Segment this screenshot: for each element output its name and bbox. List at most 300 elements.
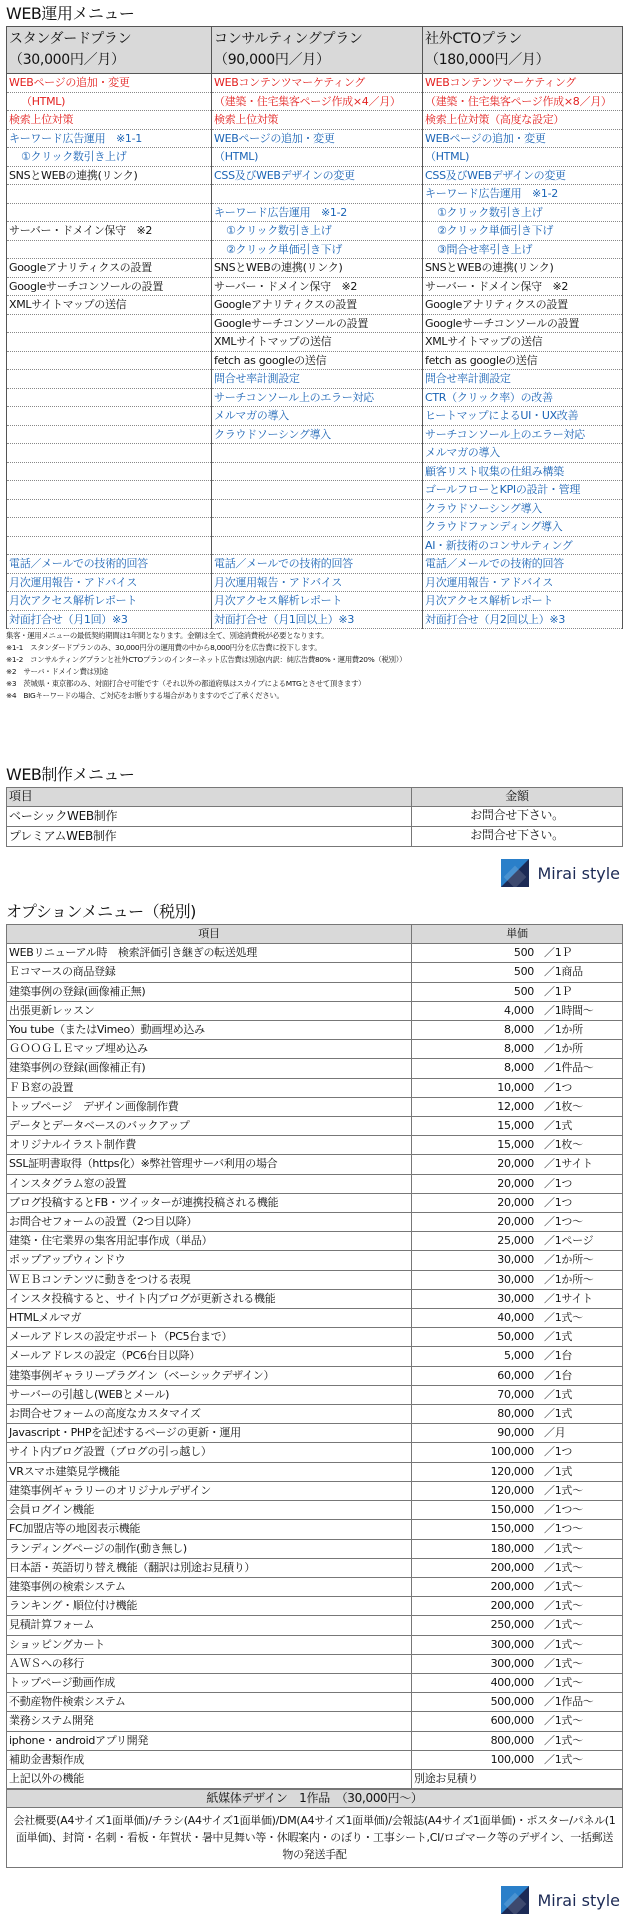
table-row [7,351,623,370]
option-price-value: 500 [513,984,534,998]
option-item: ランディングページの制作(動き無し) [7,1539,412,1558]
plan-cell [7,185,212,204]
plan-cell: 月次アクセス解析レポート [212,592,423,611]
option-item: Javascript・PHPを記述するページの更新・運用 [7,1424,412,1443]
option-price [412,1769,623,1788]
option-item: インスタ投稿すると、サイト内ブログが更新される機能 [7,1289,412,1308]
table-row [7,610,623,629]
logo-bottom [406,1884,620,1916]
plan-cell: Googleサーチコンソールの設置 [7,277,212,296]
table-row [7,1117,623,1136]
plan-cell: クラウドソーシング導入 [423,499,623,518]
plan-cell: 顧客リスト収集の仕組み構築 [423,462,623,481]
plan-cell: （HTML) [212,148,423,167]
plan-cell: サーチコンソール上のエラー対応 [423,425,623,444]
plan-cell [212,444,423,463]
plan-cell [7,203,212,222]
plan-cell: 問合せ率計測設定 [212,370,423,389]
option-price [412,1520,623,1539]
note-line: ※1-1 スタンダードプランのみ、30,000円分の運用費の中から8,000円分を広告費に投下します。 [6,643,322,652]
plan-cell: CSS及びWEBデザインの変更 [423,166,623,185]
option-price-unit: ／1式 [544,1464,573,1478]
plan-cell: 対面打合せ（月1回以上）※3 [212,610,423,629]
plan-cell [212,185,423,204]
option-item: You tube（またはVimeo）動画埋め込み [7,1021,412,1040]
paper-desc-row [7,1808,623,1868]
option-price [412,1059,623,1078]
plan-cell: SNSとWEBの連携(リンク) [423,259,623,278]
table-row [7,1731,623,1750]
plan-cell: XMLサイトマップの送信 [423,333,623,352]
plan-cell: （HTML) [7,92,212,111]
table-row [7,1021,623,1040]
table-row [7,1270,623,1289]
option-price [412,1001,623,1020]
option-price-unit: ／1時間〜 [544,1003,594,1017]
option-price-unit: ／1式〜 [544,1483,583,1497]
option-price-value: 90,000 [497,1426,534,1440]
table-row [7,148,623,167]
table-row [7,1059,623,1078]
note-line: ※2 サーバ・ドメイン費は別途 [6,667,108,676]
option-price [412,1462,623,1481]
table-row [7,370,623,389]
table-row [7,1693,623,1712]
web-prod-header-price: 金額 [412,788,623,807]
plan-cell: ①クリック数引き上げ [7,148,212,167]
plan-cell [212,499,423,518]
table-row [7,963,623,982]
option-item: ＦＢ窓の設置 [7,1078,412,1097]
option-item: iphone・androidアプリ開発 [7,1731,412,1750]
option-item: 建築事例の登録(画像補正有) [7,1059,412,1078]
option-item: メールアドレスの設定サポート（PC5台まで） [7,1328,412,1347]
option-price-value: 200,000 [490,1560,534,1574]
table-row [7,1001,623,1020]
plan-consulting-header [212,27,423,74]
option-price-value: 40,000 [497,1311,534,1325]
table-row [7,1213,623,1232]
option-price [412,1328,623,1347]
table-row [7,1616,623,1635]
table-row [7,388,623,407]
option-item: Ｅコマースの商品登録 [7,963,412,982]
plans-body [7,74,623,629]
option-price-unit: ／1つ〜 [544,1522,583,1536]
option-price-value: 30,000 [497,1291,534,1305]
table-row [7,1750,623,1769]
option-price-unit: ／1か所〜 [544,1272,594,1286]
option-price [412,1539,623,1558]
plan-cell [7,536,212,555]
plan-cell: メルマガの導入 [423,444,623,463]
option-price-unit: ／1つ [544,1445,573,1459]
option-price [412,1232,623,1251]
plan-cell: WEBコンテンツマーケティング [423,74,623,93]
options-title: オプションメニュー（税別) [6,902,196,921]
web-prod-item: プレミアムWEB制作 [7,826,412,846]
table-row [7,1712,623,1731]
plan-price: （90,000円／月） [214,52,330,68]
table-row [7,536,623,555]
table-row [7,1635,623,1654]
option-price [412,1270,623,1289]
option-price [412,1385,623,1404]
plan-cell: キーワード広告運用 ※1-2 [423,185,623,204]
table-row [7,333,623,352]
table-row [7,1769,623,1788]
table-row [7,166,623,185]
option-price-value: 8,000 [504,1042,534,1056]
plan-cell: 月次アクセス解析レポート [423,592,623,611]
option-price-value: 8,000 [504,1061,534,1075]
option-item: データとデータベースのバックアップ [7,1117,412,1136]
table-row [7,555,623,574]
table-row [7,1366,623,1385]
option-item: お問合せフォームの高度なカスタマイズ [7,1405,412,1424]
options-header-row [7,925,623,944]
option-price [412,1424,623,1443]
plan-cell [7,314,212,333]
note-line: ※1-2 コンサルティングプランと社外CTOプランのインターネット広告費は別途(内訳：純広告費80%・運用費20%（税別）） [6,655,407,664]
table-row [7,1443,623,1462]
option-price [412,1174,623,1193]
option-price-unit: ／1式〜 [544,1656,583,1670]
plans-table [6,26,623,629]
plan-cell [7,388,212,407]
plan-cell [7,444,212,463]
table-row [7,92,623,111]
option-item: VRスマホ建築見学機能 [7,1462,412,1481]
table-row [7,1501,623,1520]
option-price [412,1597,623,1616]
plan-cell: XMLサイトマップの送信 [212,333,423,352]
option-item: 建築事例ギャラリープラグイン（ベーシックデザイン） [7,1366,412,1385]
plan-cell: クラウドファンディング導入 [423,518,623,537]
table-row [7,1539,623,1558]
table-row [7,296,623,315]
option-item: サイト内ブログ設置（ブログの引っ越し） [7,1443,412,1462]
option-price-unit: ／1か所〜 [544,1253,594,1267]
option-item: 建築・住宅業界の集客用記事作成（単品） [7,1232,412,1251]
option-item: サーバーの引越し(WEBとメール) [7,1385,412,1404]
table-row [7,129,623,148]
web-prod-price: お問合せ下さい。 [412,806,623,826]
option-item: お問合せフォームの設置（2つ目以降） [7,1213,412,1232]
option-price [412,1155,623,1174]
plan-cell: fetch as googleの送信 [423,351,623,370]
options-table [6,924,623,1789]
table-row [7,1558,623,1577]
option-price-unit: ／1作品〜 [544,1695,594,1709]
option-item: ランキング・順位付け機能 [7,1597,412,1616]
table-row [7,1597,623,1616]
option-price-unit: ／1式〜 [544,1752,583,1766]
table-row [7,592,623,611]
plan-cell: ゴールフローとKPIの設計・管理 [423,481,623,500]
option-item: 補助金書類作成 [7,1750,412,1769]
plan-cell [7,351,212,370]
plan-cell [7,425,212,444]
plan-cell: CTR（クリック率）の改善 [423,388,623,407]
table-row [7,499,623,518]
table-row [7,74,623,93]
option-price-value: 150,000 [490,1503,534,1517]
option-item: メールアドレスの設定（PC6台目以降） [7,1347,412,1366]
note-line: 集客・運用メニューの最低契約期間は1年間となります。金額は全て、別途消費税が必要となります。 [6,631,329,640]
option-price-unit: ／1件品〜 [544,1061,594,1075]
option-price-value: 400,000 [490,1675,534,1689]
plan-cell: SNSとWEBの連携(リンク) [212,259,423,278]
table-row [7,1174,623,1193]
plan-cell [212,536,423,555]
option-price-unit: ／1式〜 [544,1618,583,1632]
plan-cell [7,481,212,500]
logo [406,857,620,889]
option-price-value: 180,000 [490,1541,534,1555]
option-price [412,1558,623,1577]
option-price-unit: ／1つ [544,1176,573,1190]
option-price-unit: ／1式〜 [544,1637,583,1651]
option-price [412,1078,623,1097]
plan-cell: WEBページの追加・変更 [423,129,623,148]
plan-cell [7,499,212,518]
option-item: トップページ動画作成 [7,1673,412,1692]
plan-cell: Googleサーチコンソールの設置 [212,314,423,333]
plan-cell: ヒートマップによるUI・UX改善 [423,407,623,426]
option-price [412,1481,623,1500]
option-price [412,1616,623,1635]
plan-cell: クラウドソーシング導入 [212,425,423,444]
table-row [7,1309,623,1328]
table-row [7,1385,623,1404]
option-price-value: 250,000 [490,1618,534,1632]
table-row [7,1040,623,1059]
option-price [412,1731,623,1750]
plan-cell: XMLサイトマップの送信 [7,296,212,315]
option-price-value: 別途お見積り [414,1771,479,1785]
plan-cell [7,462,212,481]
logo-text: Mirai style [537,1890,620,1910]
plan-cell: サーバー・ドメイン保守 ※2 [423,277,623,296]
logo-text: Mirai style [537,863,620,883]
table-row [7,481,623,500]
table-row [7,407,623,426]
option-price [412,1673,623,1692]
plan-cell: 月次アクセス解析レポート [7,592,212,611]
option-price-unit: ／1つ [544,1195,573,1209]
plan-cell: 検索上位対策 [7,111,212,130]
plan-cell: （建築・住宅集客ページ作成×8／月） [423,92,623,111]
table-row [7,1289,623,1308]
table-row [7,1097,623,1116]
option-price-unit: ／1式〜 [544,1733,583,1747]
table-row [7,259,623,278]
plan-cell: キーワード広告運用 ※1-1 [7,129,212,148]
option-price-unit: ／月 [544,1426,566,1440]
option-price-unit: ／1式〜 [544,1675,583,1689]
option-item: オリジナルイラスト制作費 [7,1136,412,1155]
option-price-value: 15,000 [497,1119,534,1133]
plan-cell: Googleサーチコンソールの設置 [423,314,623,333]
web-prod-title: WEB制作メニュー [6,765,135,784]
plan-cell: ②クリック単価引き下げ [423,222,623,241]
mirai-style-logo-icon [501,859,529,887]
note-line: ※3 茨城県・東京都のみ、対面打合せ可能です（それ以外の都道府県はスカイプによるMTGとさせて頂きます） [6,679,366,688]
option-price-unit: ／1つ〜 [544,1215,583,1229]
option-price-value: 300,000 [490,1637,534,1651]
option-price [412,1366,623,1385]
plans-header-row [7,27,623,74]
table-row [7,444,623,463]
table-row [7,185,623,204]
paper-title: 紙媒体デザイン 1作品 （30,000円〜） [7,1790,623,1808]
table-row [7,1520,623,1539]
option-price-unit: ／1サイト [544,1291,593,1305]
option-price [412,1097,623,1116]
plan-cell [7,518,212,537]
option-price-unit: ／1枚〜 [544,1138,583,1152]
plan-price: （180,000円／月） [425,52,550,68]
option-price-unit: ／1式〜 [544,1311,583,1325]
plan-name: 社外CTOプラン [425,31,522,47]
options-header-price: 単価 [412,925,623,944]
plan-cell: サーバー・ドメイン保守 ※2 [7,222,212,241]
option-price-value: 25,000 [497,1234,534,1248]
table-row [7,826,623,846]
table-row [7,1155,623,1174]
plan-cell: 電話／メールでの技術的回答 [212,555,423,574]
plan-cell: 月次運用報告・アドバイス [423,573,623,592]
table-row [7,573,623,592]
option-price [412,982,623,1001]
plan-cell: 月次運用報告・アドバイス [7,573,212,592]
option-item: HTMLメルマガ [7,1309,412,1328]
option-price [412,1750,623,1769]
option-item: 業務システム開発 [7,1712,412,1731]
option-price-unit: ／1つ〜 [544,1503,583,1517]
option-price [412,963,623,982]
option-price [412,1251,623,1270]
plan-cell: Googleアナリティクスの設置 [423,296,623,315]
plan-cell: メルマガの導入 [212,407,423,426]
option-price-unit: ／1Ｐ [544,984,573,998]
plan-cell: （建築・住宅集客ページ作成×4／月） [212,92,423,111]
option-item: トップページ デザイン画像制作費 [7,1097,412,1116]
paper-desc: 会社概要(A4サイズ1面単価)/チラシ(A4サイズ1面単価)/DM(A4サイズ1面単価)/会報誌(A4サイズ1面単価)・ポスター/パネル(1面単価)、封筒・名刺・看板・年賀状・暑中見舞い等・休暇案内・のぼり・工事シート,CI/ロゴマーク等のデザイン、一括郵送物の発送手配 [7,1808,623,1868]
option-item: WEBリニューアル時 検索評価引き継ぎの転送処理 [7,944,412,963]
table-row [7,222,623,241]
plan-cell: 対面打合せ（月1回）※3 [7,610,212,629]
table-row [7,111,623,130]
option-price-value: 50,000 [497,1330,534,1344]
option-price [412,1309,623,1328]
option-item: 建築事例の登録(画像補正無) [7,982,412,1001]
option-price-value: 200,000 [490,1579,534,1593]
option-price [412,1635,623,1654]
table-row [7,425,623,444]
option-price-unit: ／1つ [544,1080,573,1094]
option-price-unit: ／1サイト [544,1157,593,1171]
table-row [7,462,623,481]
table-row [7,1347,623,1366]
option-price [412,1443,623,1462]
web-prod-header-item: 項目 [7,788,412,807]
option-price [412,1117,623,1136]
plan-cell: WEBページの追加・変更 [7,74,212,93]
plan-cell: Googleアナリティクスの設置 [212,296,423,315]
option-item: ＧＯＯＧＬＥマップ埋め込み [7,1040,412,1059]
table-row [7,240,623,259]
option-price-unit: ／1か所 [544,1042,583,1056]
option-price [412,1213,623,1232]
option-price [412,1136,623,1155]
option-price-value: 20,000 [497,1195,534,1209]
option-price-value: 15,000 [497,1138,534,1152]
option-price-unit: ／1式〜 [544,1599,583,1613]
plan-cell: 検索上位対策 [212,111,423,130]
option-price [412,1193,623,1212]
option-item: ブログ投稿するとFB・ツイッターが連携投稿される機能 [7,1193,412,1212]
option-price [412,1693,623,1712]
option-price [412,1021,623,1040]
option-price-unit: ／1台 [544,1368,573,1382]
options-section [6,900,623,1868]
plan-cell: 問合せ率計測設定 [423,370,623,389]
plan-cell [212,481,423,500]
plan-cell: ②クリック単価引き下げ [212,240,423,259]
option-price-value: 100,000 [490,1752,534,1766]
plan-cell: 電話／メールでの技術的回答 [423,555,623,574]
paper-title-row [7,1790,623,1808]
plan-cell [7,370,212,389]
plan-cell: Googleアナリティクスの設置 [7,259,212,278]
table-row [7,944,623,963]
table-row [7,1577,623,1596]
option-price-value: 120,000 [490,1483,534,1497]
table-row [7,203,623,222]
option-price [412,1654,623,1673]
option-price-value: 150,000 [490,1522,534,1536]
option-price-value: 80,000 [497,1407,534,1421]
option-price-value: 12,000 [497,1099,534,1113]
plan-cell: CSS及びWEBデザインの変更 [212,166,423,185]
plan-cell: fetch as googleの送信 [212,351,423,370]
option-item: 出張更新レッスン [7,1001,412,1020]
option-price-value: 800,000 [490,1733,534,1747]
web-prod-table [6,787,623,847]
option-price-unit: ／1式 [544,1407,573,1421]
web-ops-title: WEB運用メニュー [6,4,135,23]
option-price-value: 600,000 [490,1714,534,1728]
option-price [412,944,623,963]
plan-name: コンサルティングプラン [214,31,363,47]
plan-cell: サーバー・ドメイン保守 ※2 [212,277,423,296]
option-price-value: 200,000 [490,1599,534,1613]
option-item: ＷＥＢコンテンツに動きをつける表現 [7,1270,412,1289]
table-row [7,1078,623,1097]
option-item: 会員ログイン機能 [7,1501,412,1520]
option-price-value: 8,000 [504,1023,534,1037]
option-price-unit: ／1式 [544,1330,573,1344]
plan-cell [212,518,423,537]
option-price-value: 30,000 [497,1253,534,1267]
option-item: 不動産物件検索システム [7,1693,412,1712]
option-price-value: 60,000 [497,1368,534,1382]
option-price-value: 500,000 [490,1695,534,1709]
option-item: 見積計算フォーム [7,1616,412,1635]
web-ops-section [6,2,623,701]
